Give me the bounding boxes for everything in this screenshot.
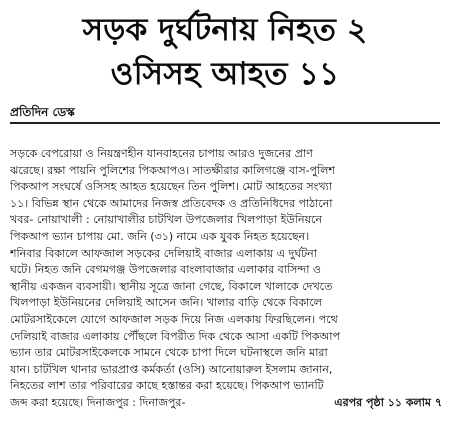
- body-line: নিহতের লাশ তার পরিবারের কাছে হস্তান্তর করা হয়েছে। পিকআপ ভ্যানটি: [10, 379, 324, 393]
- body-line: ভ্যান তার মোটরসাইকেলকে সামনে থেকে চাপা দিলে ঘটনাস্থলে জনি মারা: [10, 346, 328, 360]
- body-last-line: [10, 395, 442, 412]
- body-line: পিকআপ ভ্যান চাপায় মো. জনি (৩১) নামে এক যুবক নিহত হয়েছেন।: [10, 229, 310, 243]
- continued-on-page-link[interactable]: এরপর পৃষ্ঠা ১১ কলাম ৭: [334, 395, 442, 409]
- headline: [8, 8, 442, 96]
- byline: প্রতিদিন ডেস্ক: [10, 105, 75, 119]
- byline-divider: [10, 122, 440, 124]
- body-line: ঘটে। নিহত জনি বেগমগঞ্জ উপজেলার বাংলাবাজার এলাকার বাসিন্দা ও: [10, 263, 322, 277]
- body-line: যান। চাটখিল থানার ভারপ্রাপ্ত কর্মকর্তা (ওসি) আনোয়ারুল ইসলাম জানান,: [10, 362, 333, 376]
- body-line: সড়কে বেপরোয়া ও নিয়ন্ত্রণহীন যানবাহনের চাপায় আরও দুজনের প্রাণ: [10, 147, 313, 160]
- body-line: ১১। বিভিন্ন স্থান থেকে আমাদের নিজস্ব প্রতিবেদক ও প্রতিনিধিদের পাঠানো: [10, 196, 333, 210]
- headline-line-2: ওসিসহ আহত ১১: [110, 56, 340, 92]
- body-line: দেলিয়াই বাজার এলাকায় পৌঁছলে বিপরীত দিক থেকে আসা একটি পিকআপ: [10, 329, 340, 343]
- body-line: ঝরেছে। রক্ষা পায়নি পুলিশের পিকআপও। সাতক্ষীরার কালিগঞ্জে বাস-পুলিশ: [10, 163, 335, 177]
- body-line: খবর- নোয়াখালী : নোয়াখালীর চাটখিল উপজেলার খিলপাড়া ইউনিয়নে: [10, 213, 323, 227]
- body-line: মোটরসাইকেলে যোগে আফজাল সড়ক দিয়ে নিজ এলকায় ফিরছিলেন। পথে: [10, 312, 338, 326]
- body-line: পিকআপ সংঘর্ষে ওসিসহ আহত হয়েছেন তিন পুলিশ। মোট আহতের সংখ্যা: [10, 180, 333, 194]
- body-line: শনিবার বিকালে আফজাল সড়কের দেলিয়াই বাজার এলাকায় এ দুর্ঘটনা: [10, 246, 317, 260]
- headline-line-1: সড়ক দুর্ঘটনায় নিহত ২: [82, 12, 368, 48]
- article-body: [10, 146, 442, 412]
- body-line: খিলপাড়া ইউনিয়নের দেলিয়াই আসেন জনি। খালার বাড়ি থেকে বিকালে: [10, 296, 322, 310]
- body-line: জব্দ করা হয়েছে। দিনাজপুর : দিনাজপুর-: [10, 395, 186, 409]
- body-line: স্থানীয় একজন ব্যবসায়ী। স্থানীয় সূত্রে জানা গেছে, বিকালে খালাকে দেখতে: [10, 279, 333, 293]
